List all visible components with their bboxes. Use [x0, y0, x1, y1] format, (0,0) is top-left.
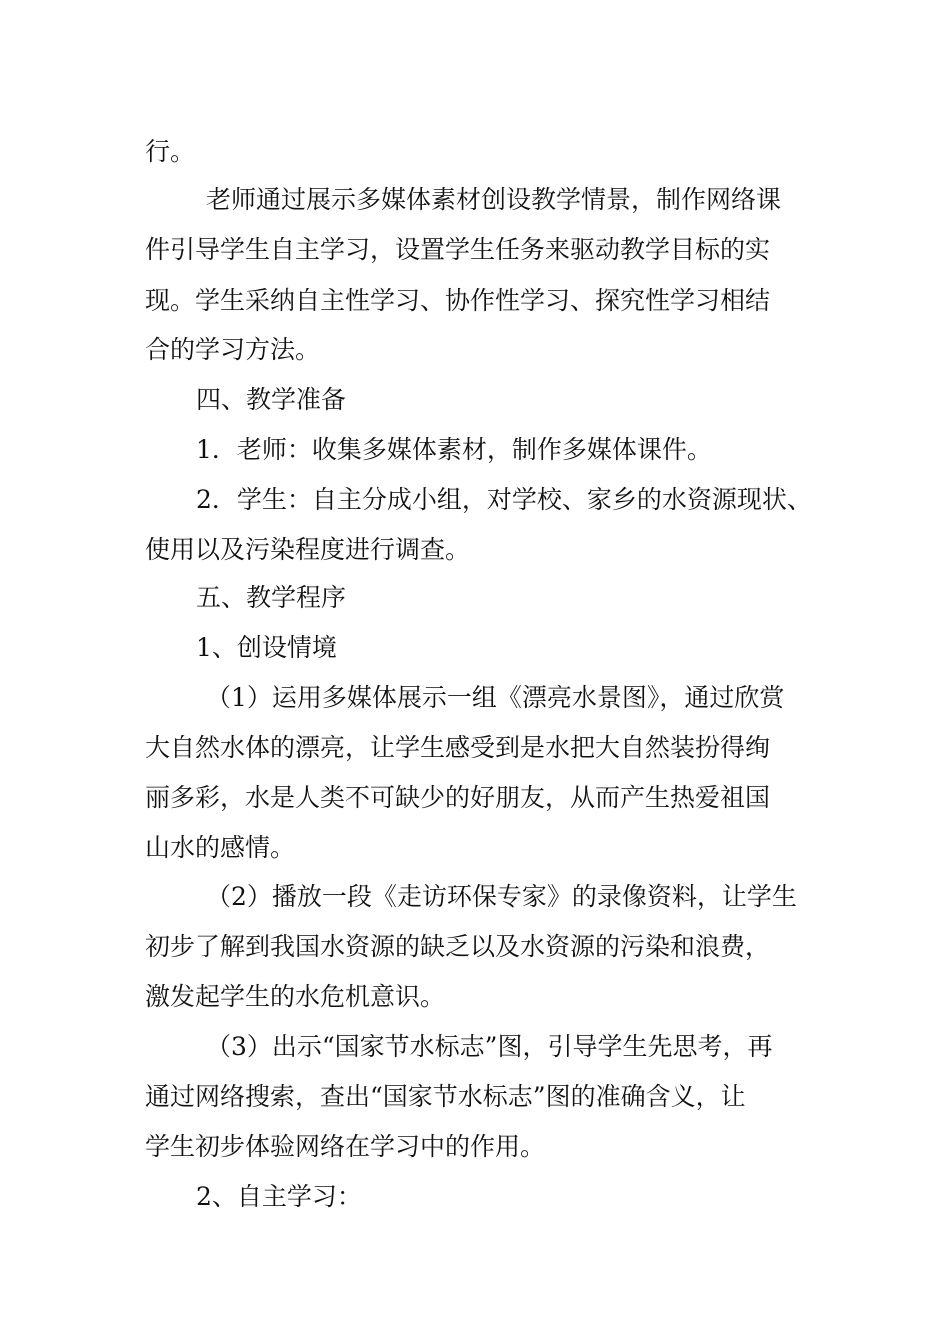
text-line: 丽多彩，水是人类不可缺少的好朋友，从而产生热爱祖国	[145, 783, 771, 812]
text-line: （3）出示“国家节水标志”图，引导学生先思考，再	[206, 1032, 773, 1061]
text-line: 大自然水体的漂亮，让学生感受到是水把大自然装扮得绚	[145, 733, 771, 762]
section-heading: 四、教学准备	[196, 385, 347, 414]
text-line: 使用以及污染程度进行调查。	[145, 535, 471, 564]
text-line: 通过网络搜索，查出“国家节水标志”图的准确含义，让	[145, 1082, 746, 1111]
text-line: （2）播放一段《走访环保专家》的录像资料，让学生	[206, 882, 797, 911]
text-line: 学生初步体验网络在学习中的作用。	[145, 1132, 546, 1161]
text-line: 2．学生：自主分成小组，对学校、家乡的水资源现状、	[196, 485, 812, 514]
text-line: （1）运用多媒体展示一组《漂亮水景图》，通过欣赏	[206, 683, 785, 712]
subsection-heading: 1、创设情境	[196, 633, 337, 662]
text-line: 现。学生采纳自主性学习、协作性学习、探究性学习相结	[145, 286, 771, 315]
text-line: 件引导学生自主学习，设置学生任务来驱动教学目标的实	[145, 235, 771, 264]
text-line: 激发起学生的水危机意识。	[145, 982, 446, 1011]
text-line: 山水的感情。	[145, 833, 296, 862]
subsection-heading: 2、自主学习：	[196, 1182, 362, 1211]
text-line: 初步了解到我国水资源的缺乏以及水资源的污染和浪费，	[145, 932, 771, 961]
section-heading: 五、教学程序	[196, 583, 347, 612]
text-line: 1．老师：收集多媒体素材，制作多媒体课件。	[196, 435, 712, 464]
text-line: 老师通过展示多媒体素材创设教学情景，制作网络课	[206, 185, 782, 214]
text-line: 合的学习方法。	[145, 335, 321, 364]
text-line: 行。	[145, 137, 196, 166]
